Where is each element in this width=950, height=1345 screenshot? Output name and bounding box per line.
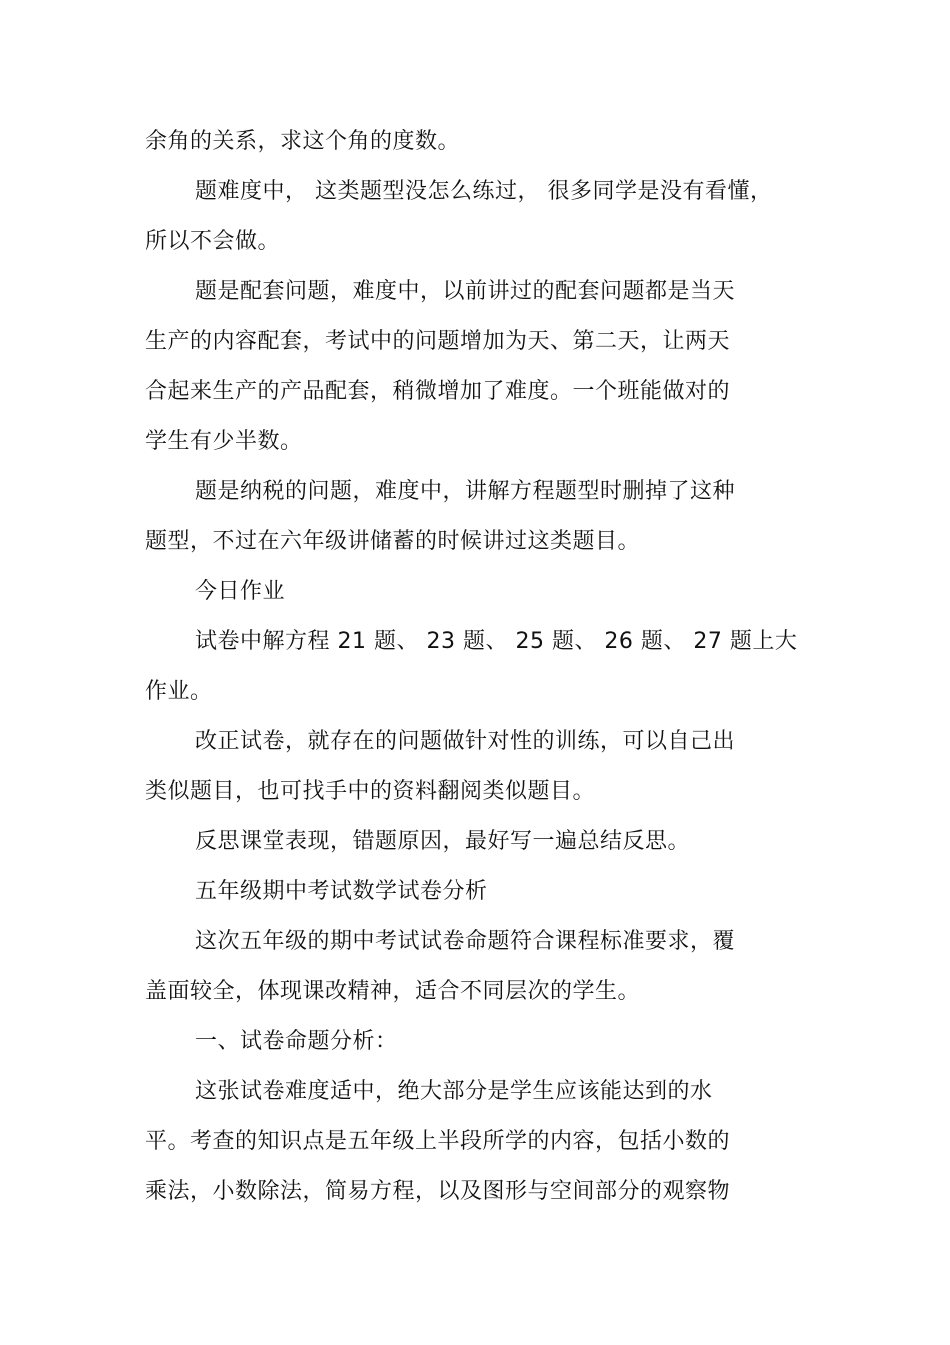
text-line: 生产的内容配套，考试中的问题增加为天、第二天，让两天 [145, 329, 731, 354]
text-line: 盖面较全，体现课改精神，适合不同层次的学生。 [145, 979, 641, 1004]
text-line: 题是配套问题，难度中，以前讲过的配套问题都是当天 [195, 279, 736, 304]
text-line: 反思课堂表现，错题原因，最好写一遍总结反思。 [195, 829, 691, 854]
text-line: 这张试卷难度适中，绝大部分是学生应该能达到的水 [195, 1079, 713, 1104]
text-line: 改正试卷，就存在的问题做针对性的训练，可以自己出 [195, 729, 736, 754]
text-line: 题是纳税的问题，难度中，讲解方程题型时删掉了这种 [195, 479, 736, 504]
section-heading: 今日作业 [195, 579, 286, 604]
section-heading: 五年级期中考试数学试卷分析 [195, 879, 488, 904]
text-line: 合起来生产的产品配套，稍微增加了难度。一个班能做对的 [145, 379, 731, 404]
text-line: 题型，不过在六年级讲储蓄的时候讲过这类题目。 [145, 529, 641, 554]
text-line: 题难度中， 这类题型没怎么练过， 很多同学是没有看懂， [195, 179, 773, 204]
section-heading: 一、试卷命题分析： [195, 1029, 398, 1054]
text-line: 学生有少半数。 [145, 429, 303, 454]
text-line: 这次五年级的期中考试试卷命题符合课程标准要求，覆 [195, 929, 736, 954]
text-line: 作业。 [145, 679, 213, 704]
text-line: 余角的关系，求这个角的度数。 [145, 129, 461, 154]
text-line: 乘法，小数除法，简易方程，以及图形与空间部分的观察物 [145, 1179, 731, 1204]
text-line: 类似题目，也可找手中的资料翻阅类似题目。 [145, 779, 596, 804]
text-line: 平。考查的知识点是五年级上半段所学的内容，包括小数的 [145, 1129, 731, 1154]
text-line: 试卷中解方程 21 题、 23 题、 25 题、 26 题、 27 题上大 [195, 629, 798, 654]
text-line: 所以不会做。 [145, 229, 281, 254]
